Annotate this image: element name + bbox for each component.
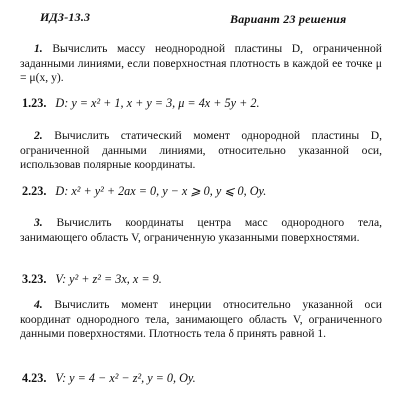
problem-2-task [22,184,266,199]
problem-4-task [22,371,196,386]
problem-2-text: Вычислить статический момент однородной пластины D, ограниченной данными линиями, относительно указанной оси, использовав полярные координаты. [20,129,382,172]
problem-3-text: Вычислить координаты центра масс однородного тела, занимающего область V, ограниченную указанными поверхностями. [20,216,382,244]
problem-2-task-text: D: x² + y² + 2ax = 0, y − x ⩾ 0, y ⩽ 0, Oy. [55,184,267,198]
problem-2-number: 2. [34,129,43,142]
problem-4-task-label: 4.23. [22,371,47,385]
problem-1-text: Вычислить массу неоднородной пластины D, ограниченной заданными линиями, если поверхностная плотность в каждой ее точке μ = μ(x, y). [20,42,382,85]
problem-1-task [22,96,260,111]
variant-title: Вариант 23 решения [230,12,347,26]
problem-4-task-text: V: y = 4 − x² − z², y = 0, Oy. [55,371,196,385]
problem-3-number: 3. [34,216,43,229]
problem-1-task-label: 1.23. [22,96,47,110]
problem-2-task-label: 2.23. [22,184,47,198]
problem-3-task [22,272,162,287]
problem-1-number: 1. [34,42,43,55]
page-header [8,6,392,24]
problem-1-task-text: D: y = x² + 1, x + y = 3, μ = 4x + 5y + 2. [55,96,260,110]
problem-1-statement [20,42,382,86]
problem-3-task-text: V: y² + z² = 3x, x = 9. [55,272,162,286]
problem-4-number: 4. [34,298,43,311]
assignment-title: ИДЗ-13.3 [40,10,91,24]
problem-3-statement [20,216,382,245]
problem-4-text: Вычислить момент инерции относительно указанной оси координат однородного тела, занимающего область V, ограниченного данными поверхностями. Плотность тела δ принять равной 1. [20,298,382,341]
problem-2-statement [20,129,382,173]
problem-4-statement [20,298,382,342]
problem-3-task-label: 3.23. [22,272,47,286]
